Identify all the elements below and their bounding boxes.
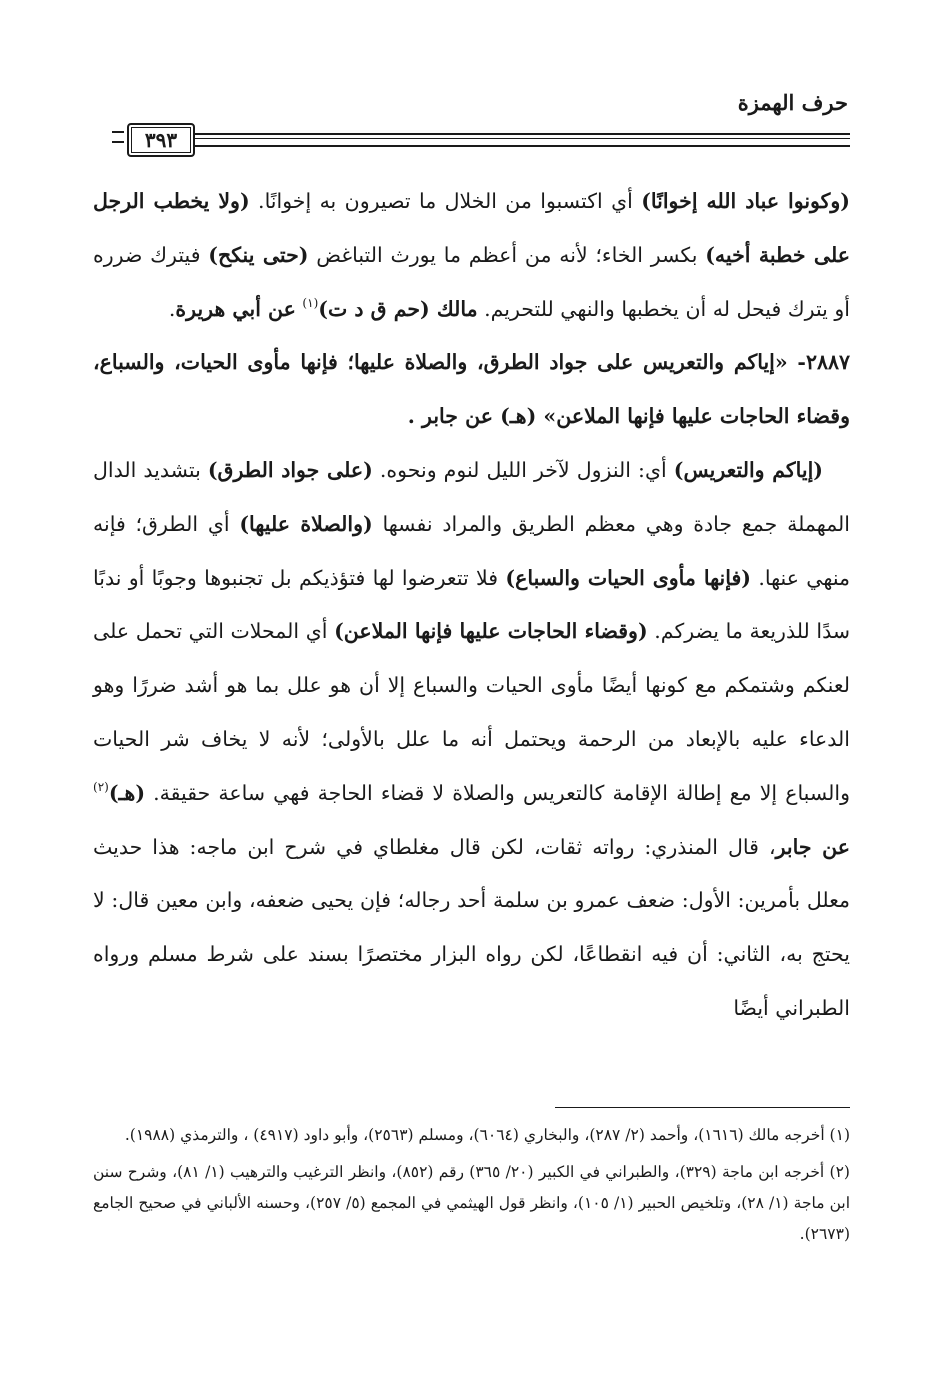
commentary-text: أي المحلات التي تحمل على لعنكم وشتمكم مع كونها أيضًا مأوى الحيات والسباع إلا أن هو علل بما هو أشد ضررًا وهو الدعاء عليه بالإبعاد من الرحمة ويحتمل أنه ما علل بالأولى؛ لأنه لا يخاف شر الحيات والسباع إلا مع إطالة الإقامة كالتعريس والصلاة لا قضاء الحاجة فهي ساعة حقيقة.: [93, 619, 850, 805]
page-number: ٣٩٣: [127, 123, 195, 157]
footnote-separator: [555, 1107, 850, 1108]
main-text: [93, 175, 850, 1036]
quoted-phrase: (ولا يخطب الرجل على خطبة أخيه): [93, 189, 850, 267]
commentary-text: أي الطرق؛ فإنه منهي عنها.: [93, 511, 850, 590]
commentary-text: .: [168, 296, 176, 321]
hadith-text: «إياكم والتعريس على جواد الطرق، والصلاة عليها؛ فإنها مأوى الحيات، والسباع، وقضاء الحاجات عليها فإنها الملاعن» (هـ) عن جابر .: [93, 350, 850, 429]
quoted-phrase: (إياكم والتعريس): [673, 457, 823, 482]
commentary-text: فلا تتعرضوا لها فتؤذيكم بل تجنبوها وجوبًا أو ندبًا سدًا للذريعة ما يضركم.: [93, 565, 851, 644]
commentary-paragraph-2: [93, 444, 850, 1036]
header-double-rule: [195, 133, 850, 147]
footnotes: [93, 1120, 850, 1256]
commentary-text: فيترك ضرره أو يترك فيحل له أن يخطبها والنهي للتحريم.: [93, 242, 850, 321]
page-number-ornament: [112, 131, 124, 143]
running-head-title: حرف الهمزة: [737, 90, 848, 115]
commentary-text: بتشديد الدال المهملة جمع جادة وهي معظم الطريق والمراد نفسها: [93, 457, 850, 536]
commentary-paragraph-1: [93, 175, 850, 336]
quoted-phrase: (حتى ينكح): [208, 242, 309, 267]
commentary-text: أي: النزول لآخر الليل لنوم ونحوه.: [372, 457, 674, 482]
quoted-phrase: (وقضاء الحاجات عليها فإنها الملاعن): [334, 619, 648, 644]
quoted-phrase: (وكونوا عباد الله إخوانًا): [641, 189, 850, 213]
quoted-phrase: (والصلاة عليها): [239, 511, 373, 536]
commentary-text: ، قال المنذري: رواته ثقات، لكن قال مغلطاي في شرح ابن ماجه: هذا حديث معلل بأمرين: الأول: ضعف عمرو بن سلمة أحد رجاله؛ فإن يحيى ضعفه، وابن معين قال: لا يحتج به، الثاني: أن فيه انقطاعًا، لكن رواه البزار مختصرًا بسند على شرط مسلم ورواه الطبراني أيضًا: [93, 834, 850, 1020]
commentary-text: أي اكتسبوا من الخلال ما تصيرون به إخوانًا.: [249, 189, 642, 213]
quoted-phrase: (فإنها مأوى الحيات والسباع): [505, 565, 751, 590]
footnote-ref-2[interactable]: (٢): [93, 779, 109, 794]
hadith-number: ٢٨٨٧-: [787, 350, 850, 375]
source-attribution: (هـ): [108, 780, 146, 805]
quoted-phrase: (على جواد الطرق): [207, 457, 373, 482]
hadith-entry: [93, 336, 850, 444]
commentary-text: بكسر الخاء؛ لأنه من أعظم ما يورث التباغض: [308, 242, 706, 267]
footnote-ref-1[interactable]: (١): [302, 295, 319, 310]
footnote-1: (١) أخرجه مالك (١٦١٦)، وأحمد (٢/ ٢٨٧)، والبخاري (٦٠٦٤)، ومسلم (٢٥٦٣)، وأبو داود (٤٩١٧) ، والترمذي (١٩٨٨).: [124, 1126, 850, 1144]
narrator: عن أبي هريرة: [175, 296, 296, 321]
narrator: عن جابر: [775, 834, 850, 859]
footnote-2: (٢) أخرجه ابن ماجة (٣٢٩)، والطبراني في الكبير (٢٠/ ٣٦٥) رقم (٨٥٢)، وانظر الترغيب والترهيب (١/ ٨١)، وشرح سنن ابن ماجة (١/ ٢٨)، وتلخيص الحبير (١/ ١٠٥)، وانظر قول الهيثمي في المجمع (٥/ ٢٥٧)، وحسنه الألباني في صحيح الجامع (٢٦٧٣).: [93, 1163, 850, 1243]
source-attribution: مالك (حم ق د ت): [318, 296, 478, 321]
